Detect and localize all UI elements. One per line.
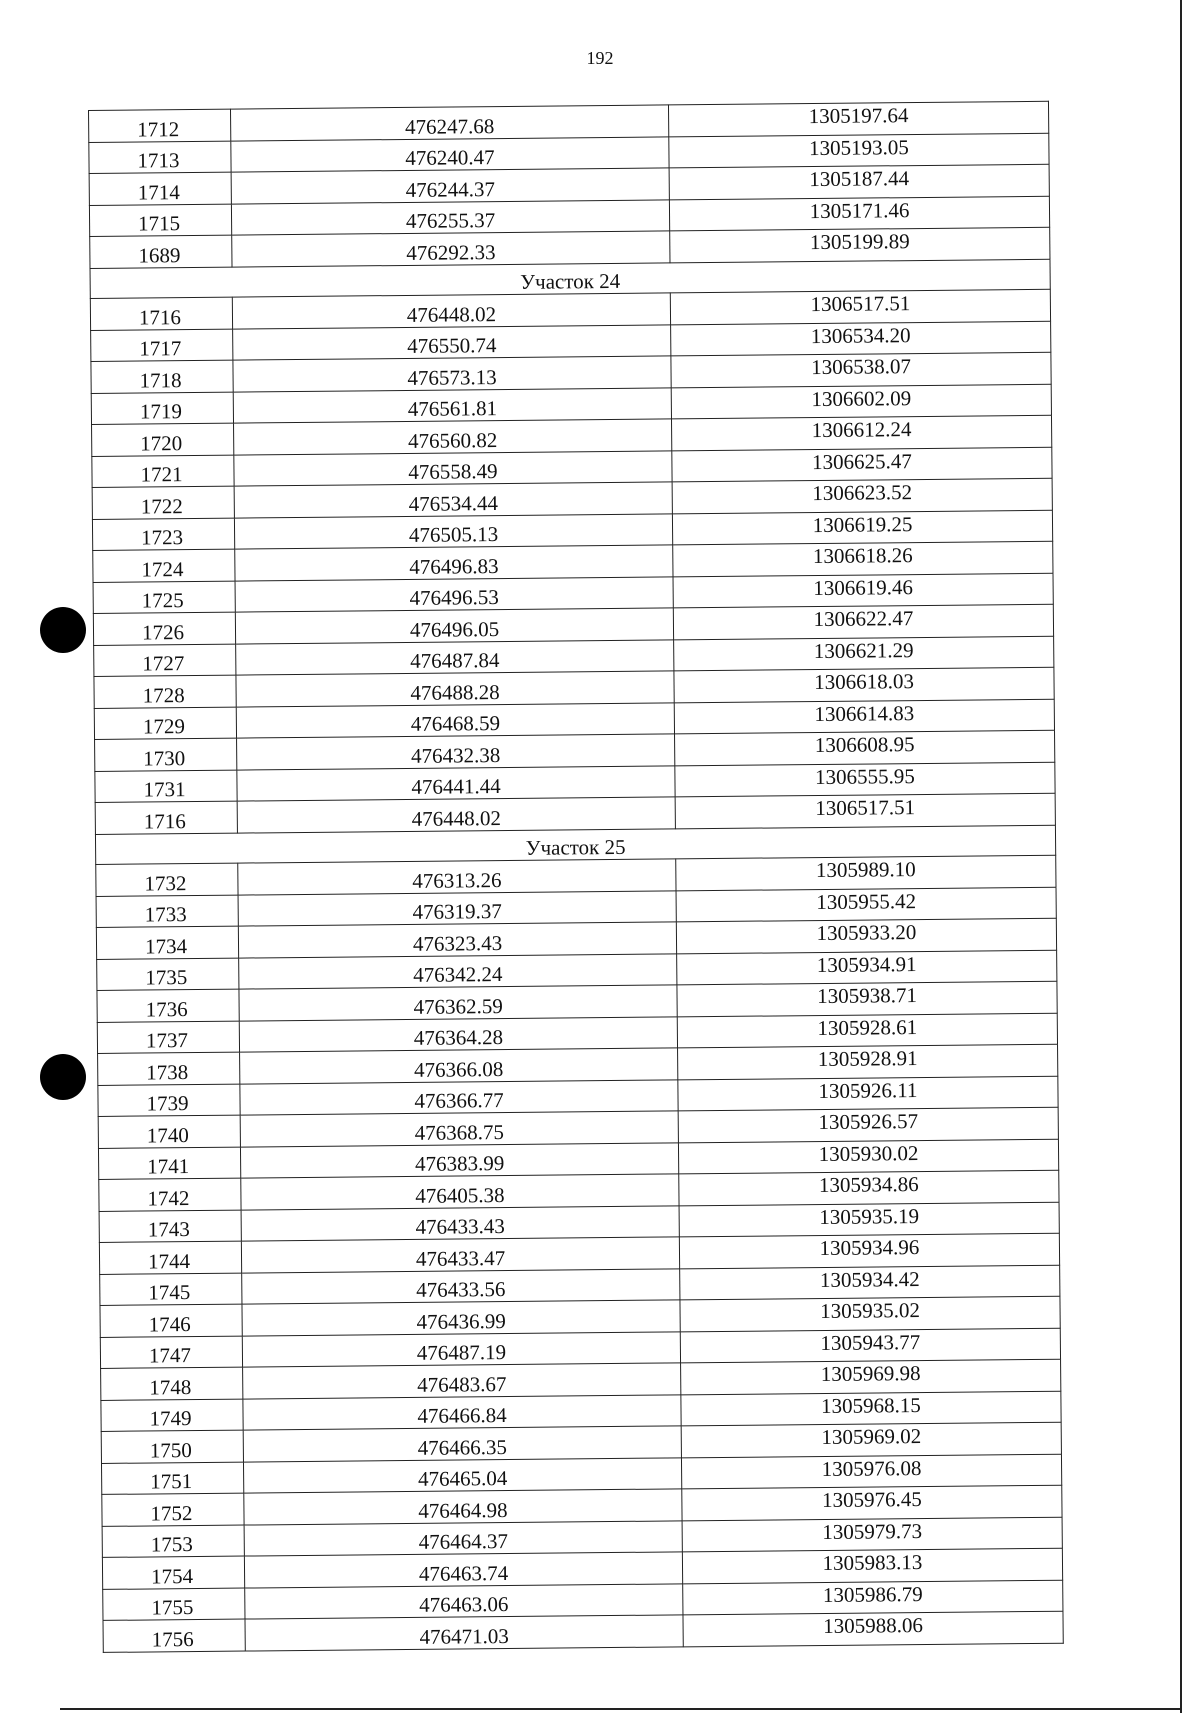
point-number-cell: 1716: [95, 801, 237, 834]
point-number-cell: 1734: [96, 926, 238, 959]
y-coordinate-cell: 1306517.51: [675, 793, 1055, 828]
coordinates-table: [88, 101, 1064, 1653]
y-coordinate-cell: 1306622.47: [673, 604, 1053, 639]
point-number-cell: 1714: [89, 172, 231, 205]
point-number-cell: 1744: [99, 1241, 241, 1274]
y-coordinate-cell: 1305935.02: [680, 1296, 1060, 1331]
y-coordinate-cell: 1306621.29: [674, 636, 1054, 671]
x-coordinate-cell: 476488.28: [236, 671, 674, 707]
x-coordinate-cell: 476319.37: [238, 890, 676, 926]
y-coordinate-cell: 1305938.71: [677, 981, 1057, 1016]
x-coordinate-cell: 476483.67: [243, 1363, 681, 1399]
x-coordinate-cell: 476561.81: [233, 387, 671, 423]
point-number-cell: 1716: [90, 297, 232, 330]
y-coordinate-cell: 1305934.86: [679, 1170, 1059, 1205]
point-number-cell: 1733: [96, 895, 238, 928]
point-number-cell: 1717: [91, 329, 233, 362]
x-coordinate-cell: 476471.03: [245, 1615, 683, 1651]
point-number-cell: 1749: [101, 1399, 243, 1432]
x-coordinate-cell: 476247.68: [230, 105, 668, 141]
x-coordinate-cell: 476433.43: [241, 1205, 679, 1241]
x-coordinate-cell: 476487.19: [242, 1331, 680, 1367]
point-number-cell: 1727: [94, 644, 236, 677]
y-coordinate-cell: 1305928.91: [678, 1044, 1058, 1079]
x-coordinate-cell: 476558.49: [234, 450, 672, 486]
point-number-cell: 1689: [90, 235, 232, 268]
punch-hole-lower: [40, 1054, 86, 1100]
y-coordinate-cell: 1305934.42: [680, 1265, 1060, 1300]
x-coordinate-cell: 476464.98: [244, 1489, 682, 1525]
x-coordinate-cell: 476323.43: [238, 922, 676, 958]
point-number-cell: 1723: [92, 518, 234, 551]
y-coordinate-cell: 1305193.05: [669, 133, 1049, 168]
point-number-cell: 1738: [98, 1052, 240, 1085]
x-coordinate-cell: 476383.99: [240, 1142, 678, 1178]
y-coordinate-cell: 1305187.44: [669, 164, 1049, 199]
y-coordinate-cell: 1305983.13: [682, 1548, 1062, 1583]
point-number-cell: 1732: [96, 863, 238, 896]
x-coordinate-cell: 476436.99: [242, 1300, 680, 1336]
x-coordinate-cell: 476466.84: [243, 1394, 681, 1430]
y-coordinate-cell: 1305926.57: [678, 1107, 1058, 1142]
x-coordinate-cell: 476496.83: [235, 545, 673, 581]
x-coordinate-cell: 476573.13: [233, 356, 671, 392]
y-coordinate-cell: 1306555.95: [675, 762, 1055, 797]
point-number-cell: 1748: [101, 1367, 243, 1400]
coordinates-table-body: [89, 101, 1064, 1652]
point-number-cell: 1752: [102, 1493, 244, 1526]
x-coordinate-cell: 476560.82: [234, 419, 672, 455]
y-coordinate-cell: 1305968.15: [681, 1391, 1061, 1426]
x-coordinate-cell: 476433.56: [242, 1268, 680, 1304]
y-coordinate-cell: 1305934.91: [677, 950, 1057, 985]
y-coordinate-cell: 1306534.20: [671, 321, 1051, 356]
y-coordinate-cell: 1305989.10: [676, 855, 1056, 890]
y-coordinate-cell: 1306517.51: [670, 289, 1050, 324]
x-coordinate-cell: 476362.59: [239, 985, 677, 1021]
y-coordinate-cell: 1306612.24: [671, 415, 1051, 450]
x-coordinate-cell: 476433.47: [241, 1237, 679, 1273]
y-coordinate-cell: 1305955.42: [676, 887, 1056, 922]
x-coordinate-cell: 476534.44: [234, 482, 672, 518]
x-coordinate-cell: 476368.75: [240, 1111, 678, 1147]
page-number: 192: [586, 48, 614, 68]
point-number-cell: 1728: [94, 675, 236, 708]
x-coordinate-cell: 476468.59: [236, 702, 674, 738]
y-coordinate-cell: 1306614.83: [674, 699, 1054, 734]
y-coordinate-cell: 1305935.19: [679, 1202, 1059, 1237]
y-coordinate-cell: 1305197.64: [668, 101, 1048, 136]
y-coordinate-cell: 1306602.09: [671, 384, 1051, 419]
y-coordinate-cell: 1305976.08: [681, 1454, 1061, 1489]
point-number-cell: 1713: [89, 141, 231, 174]
section-title: Участок 24: [90, 259, 1050, 299]
x-coordinate-cell: 476550.74: [233, 324, 671, 360]
point-number-cell: 1726: [93, 612, 235, 645]
y-coordinate-cell: 1305969.02: [681, 1422, 1061, 1457]
point-number-cell: 1725: [93, 581, 235, 614]
x-coordinate-cell: 476466.35: [243, 1426, 681, 1462]
y-coordinate-cell: 1305986.79: [683, 1580, 1063, 1615]
x-coordinate-cell: 476366.08: [240, 1048, 678, 1084]
point-number-cell: 1746: [100, 1304, 242, 1337]
page-edge-right: [1180, 0, 1182, 1713]
point-number-cell: 1735: [97, 958, 239, 991]
point-number-cell: 1722: [92, 486, 234, 519]
x-coordinate-cell: 476342.24: [239, 953, 677, 989]
x-coordinate-cell: 476292.33: [232, 231, 670, 267]
point-number-cell: 1719: [91, 392, 233, 425]
point-number-cell: 1739: [98, 1084, 240, 1117]
x-coordinate-cell: 476240.47: [231, 136, 669, 172]
x-coordinate-cell: 476441.44: [237, 765, 675, 801]
point-number-cell: 1740: [98, 1115, 240, 1148]
y-coordinate-cell: 1305979.73: [682, 1517, 1062, 1552]
x-coordinate-cell: 476366.77: [240, 1079, 678, 1115]
point-number-cell: 1741: [98, 1147, 240, 1180]
x-coordinate-cell: 476448.02: [232, 293, 670, 329]
point-number-cell: 1747: [100, 1336, 242, 1369]
y-coordinate-cell: 1305171.46: [669, 196, 1049, 231]
point-number-cell: 1721: [92, 455, 234, 488]
point-number-cell: 1754: [102, 1556, 244, 1589]
x-coordinate-cell: 476432.38: [237, 734, 675, 770]
page-edge-bottom: [60, 1708, 1180, 1710]
point-number-cell: 1731: [95, 770, 237, 803]
point-number-cell: 1712: [89, 109, 231, 142]
y-coordinate-cell: 1305934.96: [679, 1233, 1059, 1268]
point-number-cell: 1742: [99, 1178, 241, 1211]
x-coordinate-cell: 476255.37: [231, 199, 669, 235]
point-number-cell: 1745: [100, 1273, 242, 1306]
y-coordinate-cell: 1305933.20: [676, 918, 1056, 953]
point-number-cell: 1724: [93, 549, 235, 582]
y-coordinate-cell: 1305969.98: [681, 1359, 1061, 1394]
y-coordinate-cell: 1305976.45: [682, 1485, 1062, 1520]
point-number-cell: 1743: [99, 1210, 241, 1243]
y-coordinate-cell: 1306618.26: [673, 541, 1053, 576]
x-coordinate-cell: 476465.04: [243, 1457, 681, 1493]
point-number-cell: 1751: [101, 1462, 243, 1495]
x-coordinate-cell: 476448.02: [237, 797, 675, 833]
y-coordinate-cell: 1306538.07: [671, 352, 1051, 387]
point-number-cell: 1718: [91, 360, 233, 393]
point-number-cell: 1720: [92, 423, 234, 456]
x-coordinate-cell: 476496.05: [235, 608, 673, 644]
y-coordinate-cell: 1305199.89: [670, 227, 1050, 262]
y-coordinate-cell: 1305988.06: [683, 1611, 1063, 1646]
y-coordinate-cell: 1306619.46: [673, 573, 1053, 608]
point-number-cell: 1736: [97, 989, 239, 1022]
x-coordinate-cell: 476464.37: [244, 1520, 682, 1556]
x-coordinate-cell: 476463.74: [244, 1552, 682, 1588]
x-coordinate-cell: 476364.28: [239, 1016, 677, 1052]
point-number-cell: 1715: [89, 204, 231, 237]
point-number-cell: 1756: [103, 1619, 245, 1652]
y-coordinate-cell: 1305928.61: [677, 1013, 1057, 1048]
y-coordinate-cell: 1305926.11: [678, 1076, 1058, 1111]
point-number-cell: 1753: [102, 1525, 244, 1558]
section-title: Участок 25: [95, 825, 1055, 865]
x-coordinate-cell: 476496.53: [235, 576, 673, 612]
y-coordinate-cell: 1305943.77: [680, 1328, 1060, 1363]
x-coordinate-cell: 476487.84: [236, 639, 674, 675]
y-coordinate-cell: 1306618.03: [674, 667, 1054, 702]
y-coordinate-cell: 1305930.02: [678, 1139, 1058, 1174]
y-coordinate-cell: 1306623.52: [672, 478, 1052, 513]
y-coordinate-cell: 1306619.25: [672, 510, 1052, 545]
x-coordinate-cell: 476313.26: [238, 859, 676, 895]
punch-hole-upper: [40, 607, 86, 653]
point-number-cell: 1737: [97, 1021, 239, 1054]
point-number-cell: 1750: [101, 1430, 243, 1463]
x-coordinate-cell: 476405.38: [241, 1174, 679, 1210]
y-coordinate-cell: 1306625.47: [672, 447, 1052, 482]
point-number-cell: 1729: [94, 707, 236, 740]
x-coordinate-cell: 476505.13: [234, 513, 672, 549]
point-number-cell: 1755: [103, 1588, 245, 1621]
y-coordinate-cell: 1306608.95: [675, 730, 1055, 765]
point-number-cell: 1730: [95, 738, 237, 771]
x-coordinate-cell: 476244.37: [231, 168, 669, 204]
x-coordinate-cell: 476463.06: [245, 1583, 683, 1619]
